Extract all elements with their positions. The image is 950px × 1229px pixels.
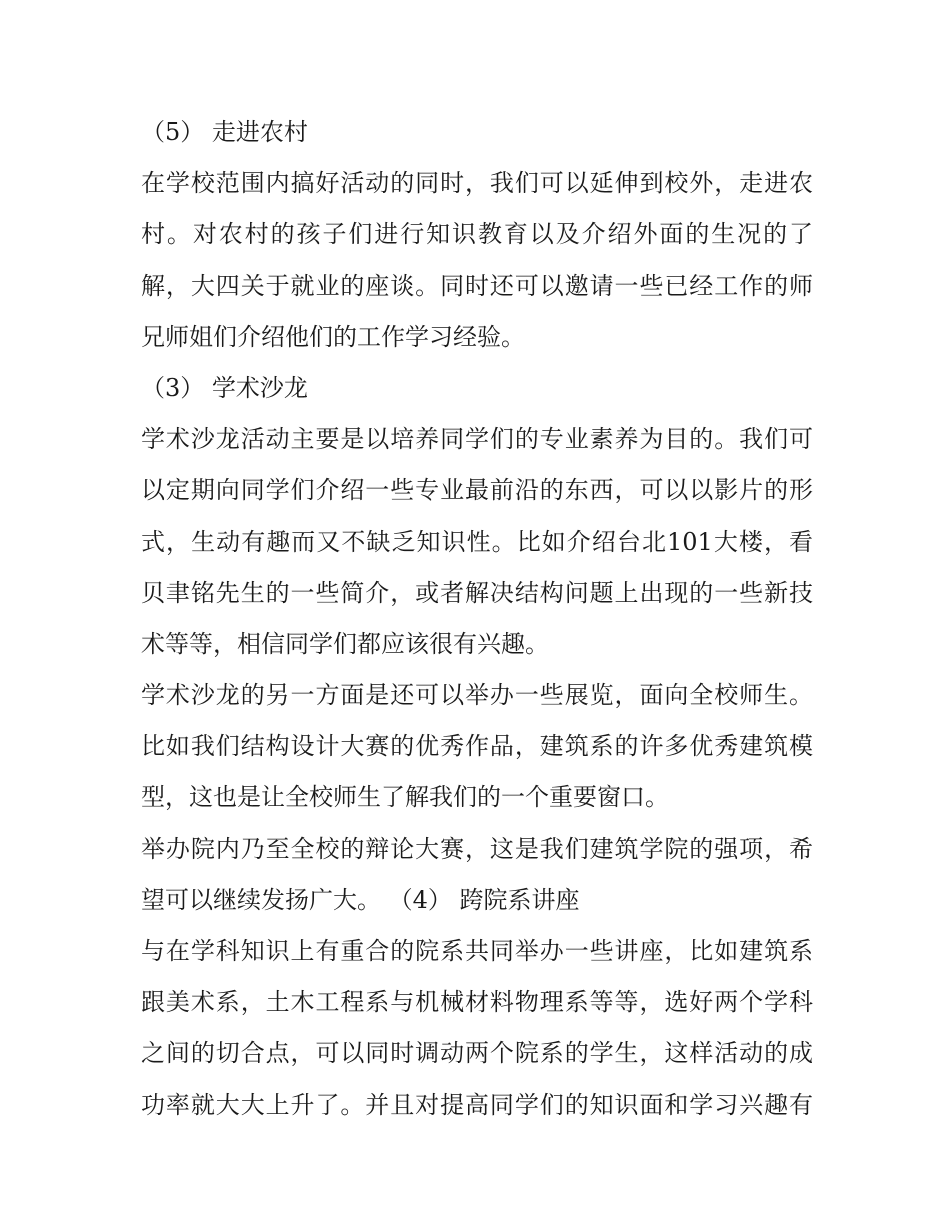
text-line: （3） 学术沙龙 (141, 373, 308, 402)
text-line: （5） 走进农村 (141, 118, 308, 146)
text-line: 功率就大大上升了。并且对提高同学们的知识面和学习兴趣有 (141, 1090, 813, 1119)
document-body (141, 107, 813, 1131)
text-line: 望可以继续发扬广大。 （4） 跨院系讲座 (141, 885, 580, 914)
text-line: 学术沙龙活动主要是以培养同学们的专业素养为目的。我们可 (141, 425, 813, 454)
text-line: 兄师姐们介绍他们的工作学习经验。 (141, 322, 525, 351)
text-line: 村。对农村的孩子们进行知识教育以及介绍外面的生况的了 (141, 220, 813, 249)
text-line: 以定期向同学们介绍一些专业最前沿的东西，可以以影片的形 (141, 476, 813, 505)
text-line: 贝聿铭先生的一些简介，或者解决结构问题上出现的一些新技 (141, 578, 813, 607)
text-line: 解，大四关于就业的座谈。同时还可以邀请一些已经工作的师 (141, 271, 813, 300)
text-line: 跟美术系，土木工程系与机械材料物理系等等，选好两个学科 (141, 988, 813, 1017)
text-line: 术等等，相信同学们都应该很有兴趣。 (141, 629, 549, 658)
text-line: 学术沙龙的另一方面是还可以举办一些展览，面向全校师生。 (141, 681, 813, 710)
text-line: 型，这也是让全校师生了解我们的一个重要窗口。 (141, 783, 669, 812)
text-line: 举办院内乃至全校的辩论大赛，这是我们建筑学院的强项，希 (141, 834, 813, 863)
text-line: 与在学科知识上有重合的院系共同举办一些讲座，比如建筑系 (141, 937, 813, 965)
text-line: 比如我们结构设计大赛的优秀作品，建筑系的许多优秀建筑模 (141, 732, 813, 761)
text-line: 式，生动有趣而又不缺乏知识性。比如介绍台北101大楼，看 (141, 527, 813, 556)
text-line: 之间的切合点，可以同时调动两个院系的学生，这样活动的成 (141, 1039, 813, 1068)
text-line: 在学校范围内搞好活动的同时，我们可以延伸到校外，走进农 (141, 169, 813, 198)
